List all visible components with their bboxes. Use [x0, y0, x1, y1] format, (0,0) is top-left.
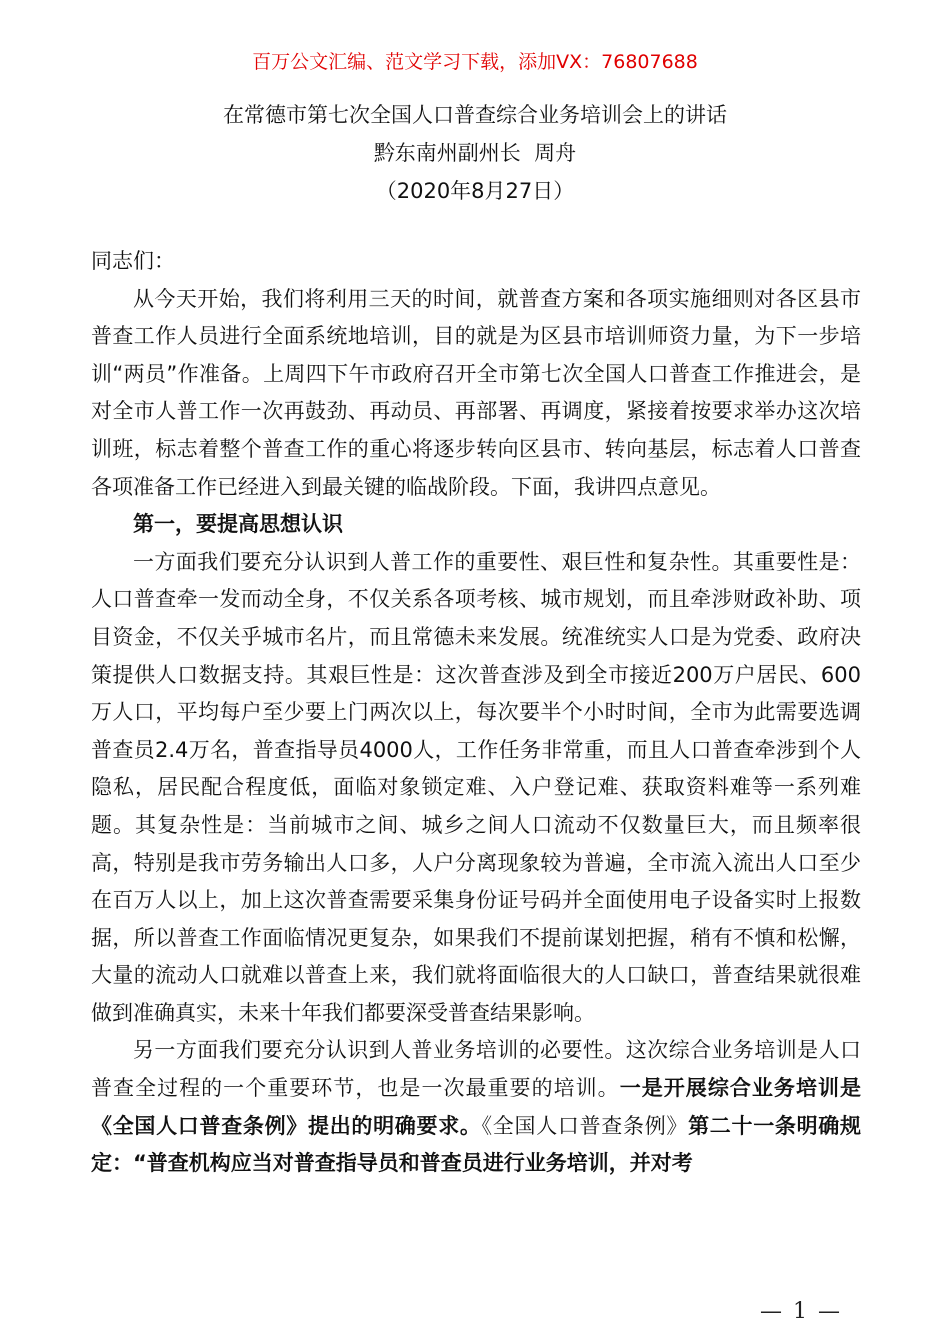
speech-date: （2020年8月27日） — [375, 179, 575, 203]
paragraph-2: 一方面我们要充分认识到人普工作的重要性、艰巨性和复杂性。其重要性是：人口普查牵一发而动全身，不仅关系各项考核、城市规划，而且牵涉财政补助、项目资金，不仅关乎城市名片，而且常德未来发展。统准统实人口是为党委、政府决策提供人口数据支持。其艰巨性是：这次普查涉及到全市接近200万户居民、600万人口，平均每户至少要上门两次以上，每次要半个小时时间，全市为此需要选调普查员2.4万名，普查指导员4000人，工作任务非常重，而且人口普查牵涉到个人隐私，居民配合程度低，面临对象锁定难、入户登记难、获取资料难等一系列难题。其复杂性是：当前城市之间、城乡之间人口流动不仅数量巨大，而且频率很高，特别是我市劳务输出人口多，人户分离现象较为普遍，全市流入流出人口至少在百万人以上，加上这次普查需要采集身份证号码并全面使用电子设备实时上报数据，所以普查工作面临情况更复杂，如果我们不提前谋划把握，稍有不慎和松懈，大量的流动人口就难以普查上来，我们就将面临很大的人口缺口，普查结果就很难做到准确真实，未来十年我们都要深受普查结果影响。 — [91, 549, 861, 1025]
paragraph-3-emphasis: 一是开展综合业务培训是《全国人口普查条例》提出的明确要求。 — [91, 1076, 862, 1138]
salutation: 同志们： — [91, 249, 175, 273]
paragraph-1: 从今天开始，我们将利用三天的时间，就普查方案和各项实施细则对各区县市普查工作人员进行全面系统地培训，目的就是为区县市培训师资力量，为下一步培训“两员”作准备。上周四下午市政府召开全市第七次全国人口普查工作推进会，是对全市人普工作一次再鼓劲、再动员、再部署、再调度，紧接着按要求举办这次培训班，标志着整个普查工作的重心将逐步转向区县市、转向基层，标志着人口普查各项准备工作已经进入到最关键的临战阶段。下面，我讲四点意见。 — [91, 286, 861, 499]
paragraph-3-quote: 第二十一条明确规定：“普查机构应当对普查指导员和普查员进行业务培训，并对考 — [91, 1113, 862, 1176]
section-heading-1-text: 第一，要提高思想认识 — [133, 512, 343, 537]
title-block — [0, 96, 950, 210]
speaker-line: 黔东南州副州长 周舟 — [373, 141, 577, 165]
paragraph-3-lead: 另一方面我们要充分认识到人普业务培训的必要性。这次综合业务培训是人口普查全过程的一个重要环节，也是一次最重要的培训。 — [91, 1038, 861, 1101]
document-title: 在常德市第七次全国人口普查综合业务培训会上的讲话 — [223, 103, 727, 127]
page-number: — 1 — — [760, 1299, 842, 1324]
paragraph-3-citation: 《全国人口普查条例》 — [481, 1113, 689, 1138]
section-heading-1 — [91, 506, 861, 544]
header-banner: 百万公文汇编、范文学习下载，添加VX：76807688 — [252, 51, 698, 73]
body-text — [91, 243, 861, 1183]
paragraph-3 — [91, 1032, 861, 1182]
